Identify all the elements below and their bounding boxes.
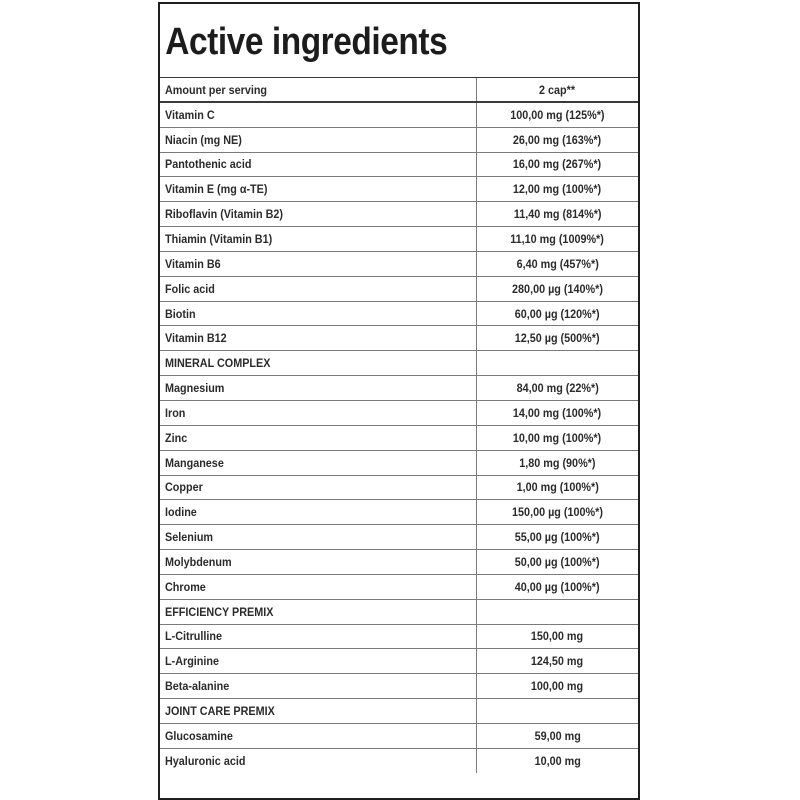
- ingredient-amount: 60,00 µg (120%*): [514, 306, 600, 321]
- ingredient-amount: 55,00 µg (100%*): [514, 530, 600, 545]
- ingredient-amount-cell: [476, 326, 638, 351]
- ingredient-name-cell: [160, 674, 476, 699]
- table-row: [160, 227, 638, 252]
- table-row: [160, 723, 638, 748]
- ingredient-amount: 1,00 mg (100%*): [516, 480, 599, 495]
- ingredient-name: Pantothenic acid: [165, 157, 252, 172]
- table-row: [160, 177, 638, 202]
- table-row: [160, 674, 638, 699]
- ingredient-name-cell: [160, 599, 476, 624]
- ingredient-amount: 150,00 µg (100%*): [511, 505, 603, 520]
- ingredient-amount: 12,00 mg (100%*): [513, 182, 602, 197]
- table-row: [160, 475, 638, 500]
- ingredient-name-cell: [160, 351, 476, 376]
- ingredient-name-cell: [160, 425, 476, 450]
- section-row: [160, 351, 638, 376]
- ingredient-name-cell: [160, 102, 476, 127]
- ingredient-amount-cell: [476, 251, 638, 276]
- ingredient-name: Vitamin E (mg α-TE): [165, 182, 268, 197]
- ingredient-name-cell: [160, 500, 476, 525]
- header-label: Amount per serving: [165, 82, 268, 97]
- ingredient-name: Riboflavin (Vitamin B2): [165, 207, 284, 222]
- ingredient-amount-cell: [476, 649, 638, 674]
- table-row: [160, 400, 638, 425]
- ingredient-name-cell: [160, 699, 476, 724]
- table-row: [160, 326, 638, 351]
- ingredient-name-cell: [160, 152, 476, 177]
- ingredient-amount: 280,00 µg (140%*): [511, 281, 603, 296]
- table-row: [160, 376, 638, 401]
- ingredient-name-cell: [160, 251, 476, 276]
- table-row: [160, 127, 638, 152]
- ingredient-name: Chrome: [165, 579, 206, 594]
- ingredient-name-cell: [160, 475, 476, 500]
- header-value-cell: [476, 78, 638, 103]
- table-row: [160, 202, 638, 227]
- ingredient-amount: 100,00 mg: [531, 679, 584, 694]
- table-header-row: [160, 78, 638, 103]
- ingredient-name: Vitamin B12: [165, 331, 227, 346]
- ingredient-amount: 150,00 mg: [531, 629, 584, 644]
- table-row: [160, 748, 638, 773]
- ingredient-amount-cell: [476, 351, 638, 376]
- table-row: [160, 500, 638, 525]
- ingredient-amount: 11,40 mg (814%*): [513, 207, 602, 222]
- ingredient-name-cell: [160, 400, 476, 425]
- ingredient-amount-cell: [476, 574, 638, 599]
- ingredient-amount: 16,00 mg (267%*): [513, 157, 602, 172]
- ingredient-name: Biotin: [165, 306, 196, 321]
- ingredient-amount-cell: [476, 127, 638, 152]
- ingredient-amount: 1,80 mg (90%*): [519, 455, 596, 470]
- ingredient-name-cell: [160, 525, 476, 550]
- table-row: [160, 450, 638, 475]
- ingredient-name: Glucosamine: [165, 728, 233, 743]
- ingredient-amount: 11,10 mg (1009%*): [510, 231, 605, 246]
- table-row: [160, 525, 638, 550]
- ingredient-name-cell: [160, 376, 476, 401]
- ingredient-amount-cell: [476, 500, 638, 525]
- ingredient-name: Selenium: [165, 530, 214, 545]
- ingredient-amount: 12,50 µg (500%*): [514, 331, 600, 346]
- page-title: Active ingredients: [165, 21, 448, 63]
- ingredient-amount-cell: [476, 475, 638, 500]
- ingredient-name: Hyaluronic acid: [165, 753, 246, 768]
- ingredient-name: Thiamin (Vitamin B1): [165, 231, 273, 246]
- table-row: [160, 624, 638, 649]
- ingredient-amount-cell: [476, 550, 638, 575]
- table-row: [160, 574, 638, 599]
- ingredient-name: L-Citrulline: [165, 629, 222, 644]
- ingredient-amount: 26,00 mg (163%*): [513, 132, 602, 147]
- ingredient-amount: 59,00 mg: [534, 728, 581, 743]
- table-row: [160, 301, 638, 326]
- ingredient-name-cell: [160, 574, 476, 599]
- ingredient-name: Manganese: [165, 455, 224, 470]
- header-label-cell: [160, 78, 476, 103]
- ingredient-amount-cell: [476, 624, 638, 649]
- ingredient-name: Zinc: [165, 430, 188, 445]
- ingredient-amount-cell: [476, 723, 638, 748]
- ingredient-amount-cell: [476, 276, 638, 301]
- ingredient-name: Iron: [165, 405, 186, 420]
- table-row: [160, 276, 638, 301]
- ingredient-name: L-Arginine: [165, 654, 219, 669]
- ingredient-name: Vitamin B6: [165, 256, 221, 271]
- ingredient-name-cell: [160, 649, 476, 674]
- table-row: [160, 425, 638, 450]
- ingredient-amount: 10,00 mg: [534, 753, 581, 768]
- ingredient-amount-cell: [476, 202, 638, 227]
- ingredient-name: Magnesium: [165, 381, 225, 396]
- ingredient-name: Beta-alanine: [165, 679, 230, 694]
- table-row: [160, 649, 638, 674]
- ingredient-amount-cell: [476, 748, 638, 773]
- ingredient-amount-cell: [476, 102, 638, 127]
- ingredient-name-cell: [160, 326, 476, 351]
- ingredient-amount-cell: [476, 400, 638, 425]
- ingredient-name-cell: [160, 177, 476, 202]
- ingredient-amount: 14,00 mg (100%*): [513, 405, 602, 420]
- ingredient-name-cell: [160, 624, 476, 649]
- ingredient-name-cell: [160, 550, 476, 575]
- ingredient-amount-cell: [476, 376, 638, 401]
- ingredient-amount-cell: [476, 599, 638, 624]
- ingredient-amount: 50,00 µg (100%*): [514, 554, 600, 569]
- ingredient-amount-cell: [476, 177, 638, 202]
- ingredient-name-cell: [160, 202, 476, 227]
- ingredient-name-cell: [160, 127, 476, 152]
- ingredient-name-cell: [160, 450, 476, 475]
- ingredient-name: Molybdenum: [165, 554, 232, 569]
- ingredient-amount: 10,00 mg (100%*): [513, 430, 602, 445]
- ingredient-amount-cell: [476, 152, 638, 177]
- ingredients-table: [160, 77, 638, 773]
- ingredients-panel: [158, 2, 640, 800]
- ingredient-amount: 124,50 mg: [531, 654, 584, 669]
- ingredient-amount-cell: [476, 525, 638, 550]
- ingredient-name-cell: [160, 748, 476, 773]
- ingredient-amount-cell: [476, 674, 638, 699]
- table-row: [160, 102, 638, 127]
- ingredient-amount-cell: [476, 699, 638, 724]
- ingredient-amount-cell: [476, 227, 638, 252]
- ingredient-name-cell: [160, 723, 476, 748]
- table-row: [160, 550, 638, 575]
- table-row: [160, 251, 638, 276]
- ingredient-name: Folic acid: [165, 281, 215, 296]
- ingredient-amount-cell: [476, 301, 638, 326]
- ingredient-amount: 100,00 mg (125%*): [510, 108, 605, 123]
- ingredient-name: Copper: [165, 480, 203, 495]
- ingredient-amount: 40,00 µg (100%*): [514, 579, 600, 594]
- ingredient-amount-cell: [476, 450, 638, 475]
- section-row: [160, 599, 638, 624]
- ingredient-amount-cell: [476, 425, 638, 450]
- ingredient-name-cell: [160, 276, 476, 301]
- ingredient-name: Iodine: [165, 505, 197, 520]
- section-row: [160, 699, 638, 724]
- ingredient-name-cell: [160, 301, 476, 326]
- ingredient-amount: 84,00 mg (22%*): [516, 381, 599, 396]
- ingredient-name-cell: [160, 227, 476, 252]
- table-row: [160, 152, 638, 177]
- section-title: EFFICIENCY PREMIX: [165, 604, 274, 619]
- section-title: JOINT CARE PREMIX: [165, 704, 275, 719]
- ingredient-name: Niacin (mg NE): [165, 132, 242, 147]
- section-title: MINERAL COMPLEX: [165, 356, 271, 371]
- ingredient-name: Vitamin C: [165, 108, 215, 123]
- ingredient-amount: 6,40 mg (457%*): [516, 256, 599, 271]
- header-value: 2 cap**: [539, 82, 576, 97]
